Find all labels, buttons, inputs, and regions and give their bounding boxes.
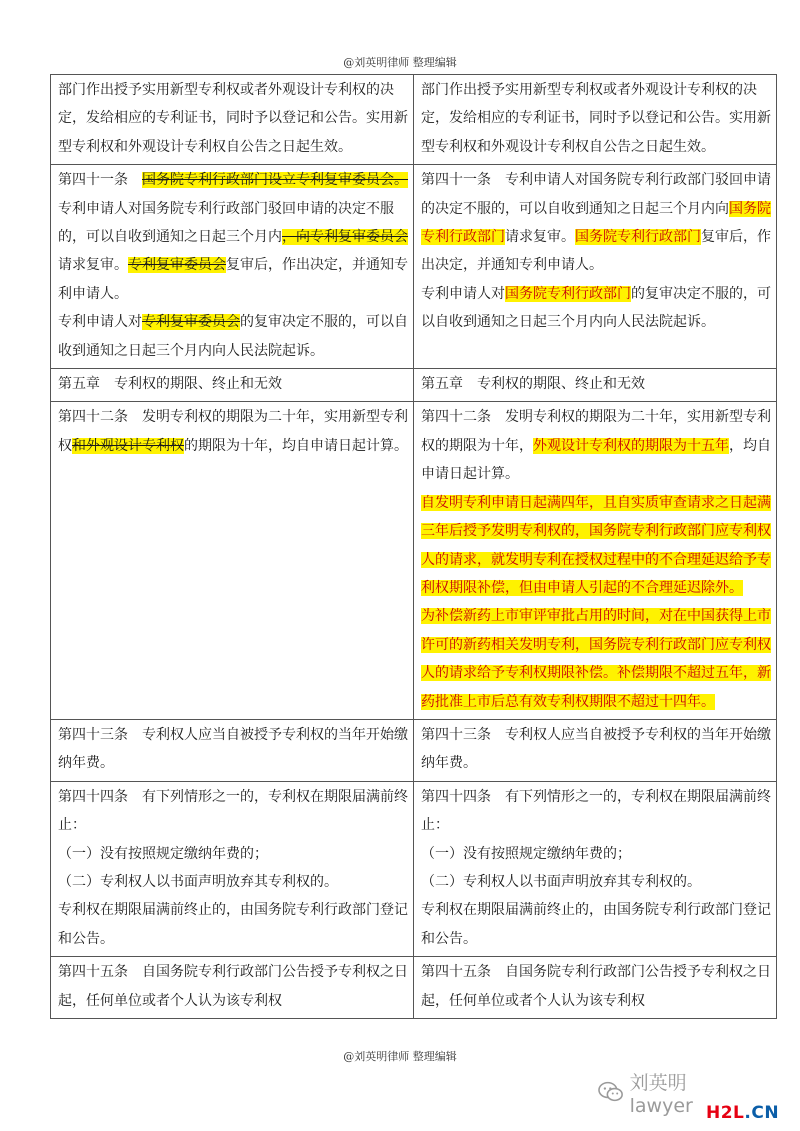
text-run: 第四十四条 有下列情形之一的，专利权在期限届满前终止：: [421, 788, 771, 834]
site-logo: H2L.CN: [706, 1103, 780, 1123]
new-law-cell: [414, 165, 777, 369]
text-run: 请求复审。: [505, 229, 575, 246]
clause-paragraph: [58, 958, 408, 1015]
old-law-cell: [51, 957, 414, 1019]
text-run: 专利申请人对: [58, 314, 142, 331]
clause-paragraph: [421, 602, 771, 716]
text-run: 专利权在期限届满前终止的，由国务院专利行政部门登记和公告。: [58, 902, 408, 947]
text-run: 第四十二条 发明专利权的期限为二十年，实用新型专利权的期限为十年，: [421, 409, 771, 454]
clause-paragraph: [421, 166, 771, 280]
clause-paragraph: [58, 403, 408, 460]
table-row: [51, 781, 777, 956]
highlighted-text: 国务院专利行政部门: [421, 200, 771, 246]
highlighted-text: 自发明专利申请日起满四年，且自实质审查请求之日起满三年后授予发明专利权的，国务院专利行政部门应专利权人的请求，就发明专利在授权过程中的不合理延迟给予专利权期限补偿，但由申请人引起的不合理延迟除外。: [421, 494, 771, 596]
clause-paragraph: [58, 308, 408, 365]
text-run: （一）没有按照规定缴纳年费的；: [58, 845, 268, 862]
highlighted-text: 国务院专利行政部门设立专利复审委员会。: [142, 172, 408, 189]
text-run: 专利权在期限届满前终止的，由国务院专利行政部门登记和公告。: [421, 902, 771, 947]
clause-paragraph: [421, 958, 771, 1015]
highlighted-text: 为补偿新药上市审评审批占用的时间，对在中国获得上市许可的新药相关发明专利，国务院专利行政部门应专利权人的请求给予专利权期限补偿。补偿期限不超过五年，新药批准上市后总有效专利权期限不超过十四年。: [421, 608, 771, 710]
highlighted-text: 专利复审委员会: [142, 314, 240, 331]
clause-paragraph: [421, 280, 771, 337]
highlighted-text: 专利复审委员会: [310, 229, 408, 246]
text-run: 第四十五条 自国务院专利行政部门公告授予专利权之日起，任何单位或者个人认为该专利权: [58, 964, 408, 1009]
text-run: 第五章 专利权的期限、终止和无效: [421, 376, 645, 393]
old-law-cell: [51, 165, 414, 369]
clause-paragraph: [421, 896, 771, 953]
clause-paragraph: [58, 370, 408, 398]
clause-paragraph: [58, 721, 408, 778]
wechat-icon: [598, 1081, 624, 1103]
highlighted-text: 国务院专利行政部门: [505, 285, 631, 302]
text-run: ，均自申请日起计算。: [421, 437, 771, 483]
new-law-cell: [414, 719, 777, 781]
clause-paragraph: [421, 370, 771, 398]
text-run: 第四十五条 自国务院专利行政部门公告授予专利权之日起，任何单位或者个人认为该专利权: [421, 964, 771, 1009]
text-run: 第四十二条 发明专利权的期限为二十年，实用新型专利权: [58, 409, 408, 454]
text-run: 专利申请人对国务院专利行政部门驳回申请的决定不服的，可以自收到通知之日起三个月内: [58, 200, 394, 246]
clause-paragraph: [58, 840, 408, 868]
text-run: 第四十一条: [58, 172, 142, 189]
old-law-cell: [51, 75, 414, 165]
text-run: 请求复审。: [58, 257, 128, 274]
highlighted-text: 专利复审委员会: [128, 257, 226, 274]
table-row: [51, 369, 777, 402]
page-footer: @刘英明律师 整理编辑: [343, 1050, 457, 1063]
clause-paragraph: [58, 166, 408, 308]
clause-paragraph: [58, 896, 408, 953]
clause-paragraph: [421, 403, 771, 488]
text-run: （一）没有按照规定缴纳年费的；: [421, 845, 631, 862]
table-row: [51, 719, 777, 781]
clause-paragraph: [421, 721, 771, 778]
highlighted-text: 和外观设计专利权: [72, 437, 184, 454]
table-row: [51, 402, 777, 719]
table-row: [51, 957, 777, 1019]
new-law-cell: [414, 781, 777, 956]
text-run: 第四十一条 专利申请人对国务院专利行政部门驳回申请的决定不服的，可以自收到通知之日起三个月内向: [421, 172, 771, 217]
new-law-cell: [414, 402, 777, 719]
text-run: 的期限为十年，均自申请日起计算。: [184, 437, 408, 454]
text-run: 复审后，作出决定，并通知专利申请人。: [58, 257, 408, 302]
clause-paragraph: [421, 783, 771, 840]
page-header: @刘英明律师 整理编辑: [343, 56, 457, 69]
highlighted-text: 外观设计专利权的期限为十五年: [533, 437, 729, 454]
old-law-cell: [51, 719, 414, 781]
text-run: 的复审决定不服的，可以自收到通知之日起三个月内向人民法院起诉。: [421, 285, 771, 331]
old-law-cell: [51, 402, 414, 719]
clause-paragraph: [58, 868, 408, 896]
clause-paragraph: [421, 840, 771, 868]
text-run: （二）专利权人以书面声明放弃其专利权的。: [421, 873, 701, 890]
clause-paragraph: [58, 76, 408, 161]
text-run: 复审后，作出决定，并通知专利申请人。: [421, 229, 771, 274]
text-run: 专利申请人对: [421, 285, 505, 302]
text-run: 部门作出授予实用新型专利权或者外观设计专利权的决定，发给相应的专利证书，同时予以登记和公告。实用新型专利权和外观设计专利权自公告之日起生效。: [421, 82, 771, 155]
old-law-cell: [51, 369, 414, 402]
old-law-cell: [51, 781, 414, 956]
text-run: 第五章 专利权的期限、终止和无效: [58, 376, 282, 393]
text-run: 第四十三条 专利权人应当自被授予专利权的当年开始缴纳年费。: [421, 726, 771, 772]
new-law-cell: [414, 75, 777, 165]
text-run: 第四十三条 专利权人应当自被授予专利权的当年开始缴纳年费。: [58, 726, 408, 772]
text-run: 的复审决定不服的，可以自收到通知之日起三个月内向人民法院起诉。: [58, 314, 408, 359]
table-row: [51, 165, 777, 369]
text-run: （二）专利权人以书面声明放弃其专利权的。: [58, 873, 338, 890]
clause-paragraph: [421, 76, 771, 161]
clause-paragraph: [421, 489, 771, 603]
highlighted-text: 国务院专利行政部门: [575, 229, 701, 246]
clause-paragraph: [58, 783, 408, 840]
text-run: 第四十四条 有下列情形之一的，专利权在期限届满前终止：: [58, 788, 408, 834]
text-run: 部门作出授予实用新型专利权或者外观设计专利权的决定，发给相应的专利证书，同时予以登记和公告。实用新型专利权和外观设计专利权自公告之日起生效。: [58, 82, 408, 155]
clause-paragraph: [421, 868, 771, 896]
new-law-cell: [414, 369, 777, 402]
comparison-table: [50, 74, 777, 1019]
wechat-watermark: [598, 1071, 748, 1117]
new-law-cell: [414, 957, 777, 1019]
table-row: [51, 75, 777, 165]
highlighted-text: ，向: [282, 229, 310, 246]
watermark-text: 刘英明lawyer: [629, 1071, 693, 1117]
